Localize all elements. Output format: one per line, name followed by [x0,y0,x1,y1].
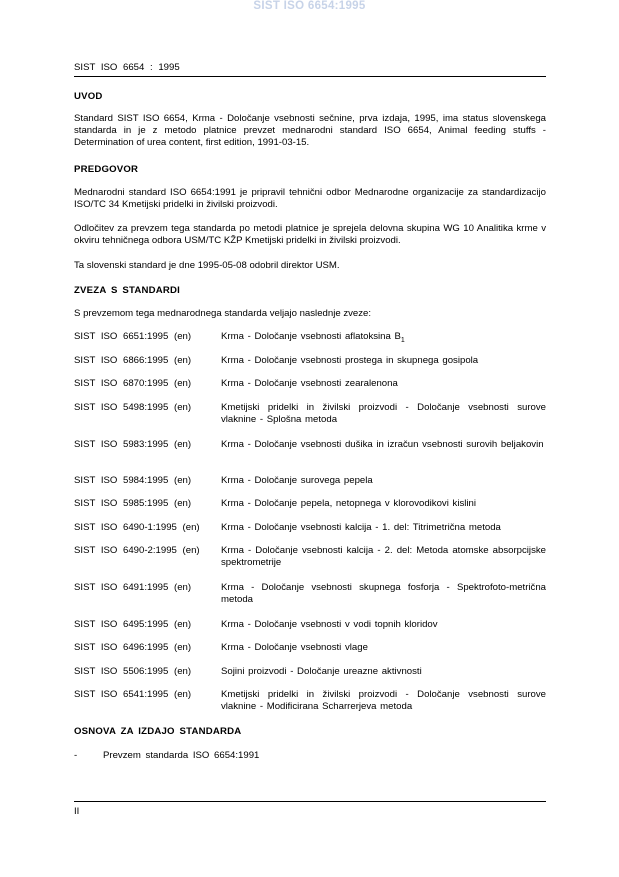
page-number: II [74,806,80,817]
heading-predgovor: PREDGOVOR [74,164,139,175]
heading-osnova: OSNOVA ZA IZDAJO STANDARDA [74,726,242,737]
paragraph-uvod: Standard SIST ISO 6654, Krma - Določanje vsebnosti sečnine, prva izdaja, 1995, ima status slovenskega standarda in je z metodo platnice prevzet mednarodni standard ISO 6654, Animal feeding stuffs - Determination of urea content, first edition, 1991-03-15. [74,113,546,148]
reference-code: SIST ISO 6651:1995 (en) [74,331,192,342]
reference-title: Krma - Določanje surovega pepela [221,475,373,486]
reference-title: Krma - Določanje vsebnosti skupnega fosforja - Spektrofoto-metrična metoda [221,582,546,605]
reference-title-text: Krma - Določanje vsebnosti aflatoksina B [221,331,401,342]
bullet-item: Prevzem standarda ISO 6654:1991 [103,750,260,761]
reference-title: Krma - Določanje vsebnosti zearalenona [221,378,398,389]
reference-title: Krma - Določanje vsebnosti v vodi topnih kloridov [221,619,438,630]
paragraph-zveza-intro: S prevzemom tega mednarodnega standarda veljajo naslednje zveze: [74,308,372,319]
reference-title [221,331,546,343]
reference-code: SIST ISO 6495:1995 (en) [74,619,192,630]
paragraph-predgovor-2: Odločitev za prevzem tega standarda po metodi platnice je sprejela delovna skupina WG 10 Analitika krme v okviru tehničnega odbora USM/TC KŽP Kmetijski pridelki in živilski proizvodi. [74,223,546,246]
reference-title-subscript: 1 [400,336,405,344]
reference-title: Krma - Določanje vsebnosti dušika in izračun vsebnosti surovih beljakovin [221,439,544,450]
reference-code: SIST ISO 5985:1995 (en) [74,498,192,509]
reference-title: Sojini proizvodi - Določanje ureazne aktivnosti [221,666,422,677]
reference-code: SIST ISO 5984:1995 (en) [74,475,192,486]
reference-title: Krma - Določanje vsebnosti kalcija - 1. del: Titrimetrična metoda [221,522,501,533]
reference-code: SIST ISO 5506:1995 (en) [74,666,192,677]
reference-title: Krma - Določanje pepela, netopnega v klorovodikovi kislini [221,498,476,509]
watermark: SIST ISO 6654:1995 [253,0,366,12]
paragraph-predgovor-3: Ta slovenski standard je dne 1995-05-08 odobril direktor USM. [74,260,340,271]
reference-title: Krma - Določanje vsebnosti kalcija - 2. del: Metoda atomske absorpcijske spektrometrije [221,545,546,568]
reference-title: Krma - Določanje vsebnosti prostega in skupnega gosipola [221,355,479,366]
paragraph-predgovor-1: Mednarodni standard ISO 6654:1991 je pripravil tehnični odbor Mednarodne organizacije za standardizacijo ISO/TC 34 Kmetijski pridelki in živilski proizvodi. [74,187,546,210]
reference-code: SIST ISO 6490-1:1995 (en) [74,522,200,533]
reference-code: SIST ISO 6870:1995 (en) [74,378,192,389]
reference-code: SIST ISO 6491:1995 (en) [74,582,192,593]
bullet-marker: - [74,750,78,761]
document-id: SIST ISO 6654 : 1995 [74,62,180,73]
header-rule [74,76,546,77]
reference-code: SIST ISO 6541:1995 (en) [74,689,192,700]
heading-uvod: UVOD [74,91,103,102]
reference-title: Kmetijski pridelki in živilski proizvodi - Določanje vsebnosti surove vlaknine - Modificirana Scharrerjeva metoda [221,689,546,712]
reference-code: SIST ISO 5498:1995 (en) [74,402,192,413]
reference-code: SIST ISO 6496:1995 (en) [74,642,192,653]
reference-code: SIST ISO 6490-2:1995 (en) [74,545,200,556]
reference-code: SIST ISO 6866:1995 (en) [74,355,192,366]
heading-zveza: ZVEZA S STANDARDI [74,285,181,296]
reference-title: Krma - Določanje vsebnosti vlage [221,642,368,653]
reference-code: SIST ISO 5983:1995 (en) [74,439,192,450]
footer-rule [74,801,546,802]
reference-title: Kmetijski pridelki in živilski proizvodi - Določanje vsebnosti surove vlaknine - Splošna metoda [221,402,546,425]
